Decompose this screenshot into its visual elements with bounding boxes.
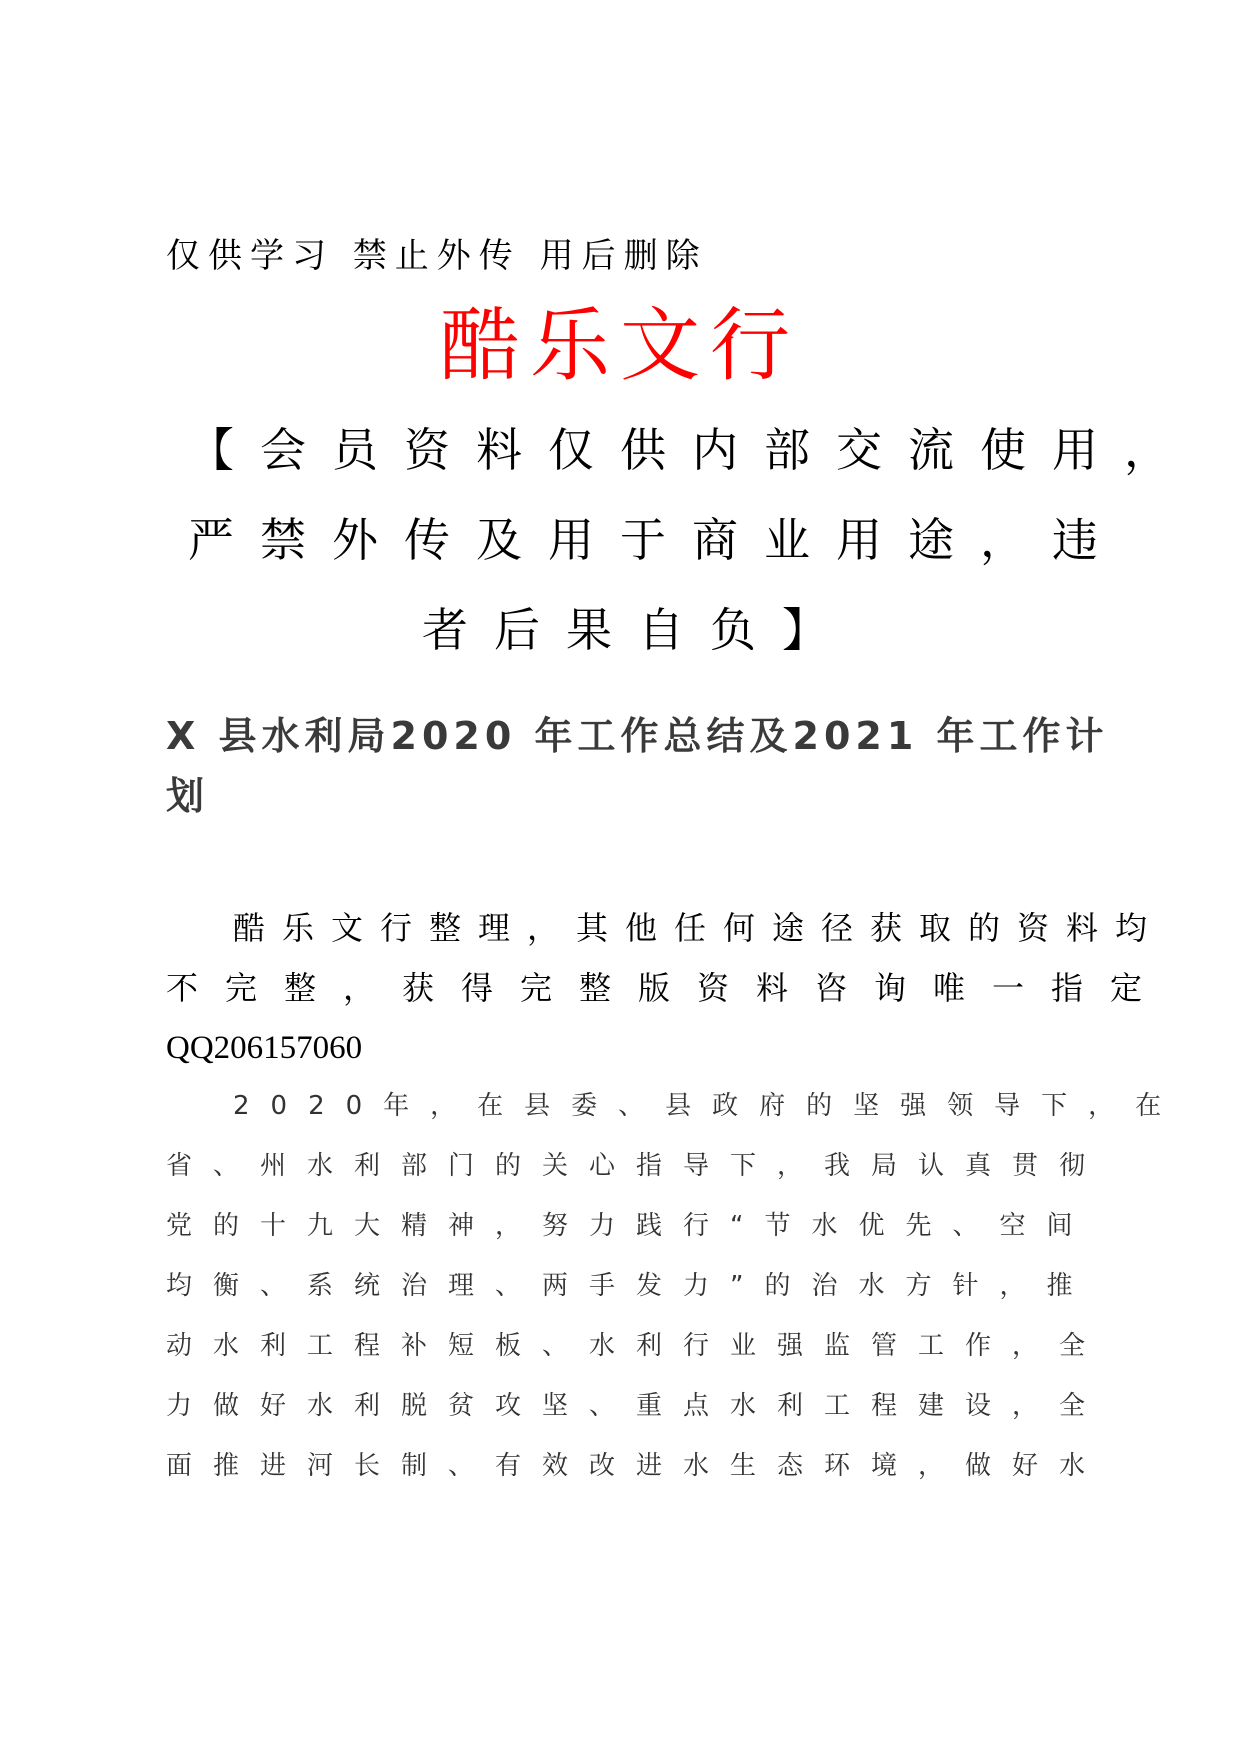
body-paragraph-line-4: 均衡、系统治理、两手发力”的治水方针，推 — [166, 1271, 1094, 1301]
intro-contact-qq: QQ206157060 — [166, 1030, 363, 1066]
member-warning-line-2: 严禁外传及用于商业用途，违 — [188, 513, 1124, 567]
body-paragraph-line-7: 面推进河长制、有效改进水生态环境，做好水 — [166, 1451, 1107, 1481]
body-paragraph-line-1: 2020年，在县委、县政府的坚强领导下，在 — [233, 1091, 1183, 1121]
intro-line-1: 酷乐文行整理，其他任何途径获取的资料均 — [233, 909, 1165, 947]
brand-heading: 酷乐文行 — [440, 299, 800, 392]
body-paragraph-line-6: 力做好水利脱贫攻坚、重点水利工程建设，全 — [166, 1391, 1107, 1421]
body-paragraph-line-2: 省、州水利部门的关心指导下，我局认真贯彻 — [166, 1151, 1107, 1181]
body-paragraph-line-3: 党的十九大精神，努力践行“节水优先、空间 — [166, 1211, 1094, 1241]
document-title-line-1: X 县水利局2020 年工作总结及2021 年工作计 — [166, 714, 1109, 758]
document-title-line-2: 划 — [166, 774, 210, 818]
member-warning-line-3: 者后果自负】 — [422, 603, 854, 657]
intro-line-2: 不完整，获得完整版资料咨询唯一指定 — [166, 969, 1170, 1007]
usage-notice: 仅供学习 禁止外传 用后删除 — [166, 236, 708, 276]
body-paragraph-line-5: 动水利工程补短板、水利行业强监管工作，全 — [166, 1331, 1107, 1361]
member-warning-line-1: 【会员资料仅供内部交流使用， — [188, 423, 1196, 477]
